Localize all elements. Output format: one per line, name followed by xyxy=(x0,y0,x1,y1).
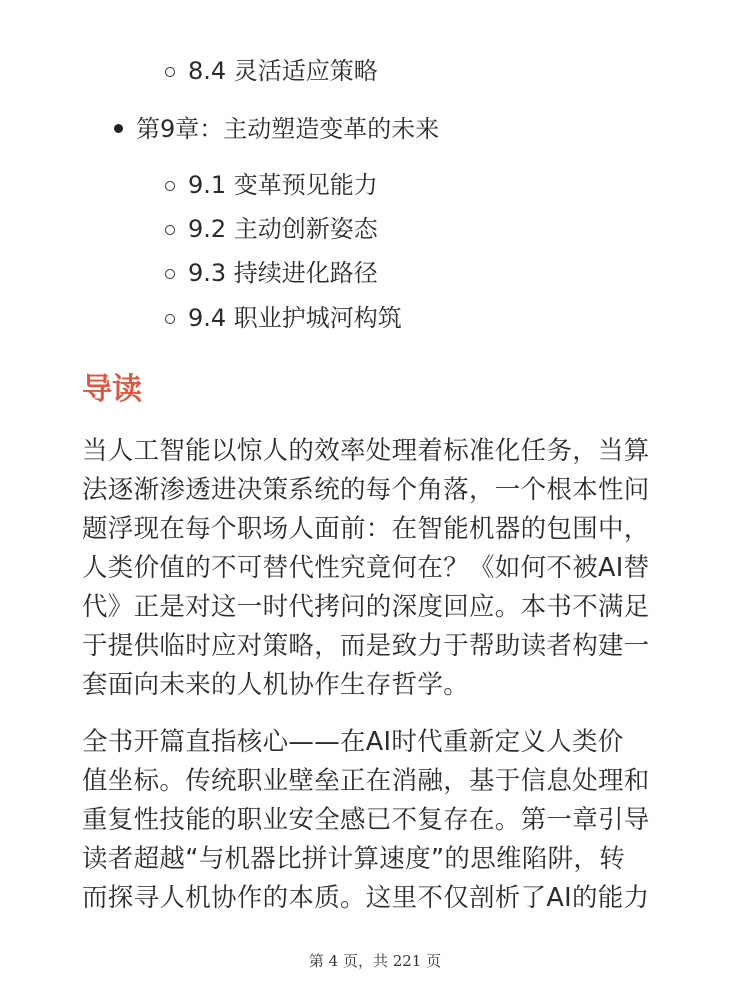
toc-chapter-9: 第9章：主动塑造变革的未来 xyxy=(136,115,440,143)
toc-item-9-1: 9.1 变革预见能力 xyxy=(188,171,378,199)
text-line: 当人工智能以惊人的效率处理着标准化任务，当算 xyxy=(82,436,650,466)
section-heading: 导读 xyxy=(82,372,142,407)
paragraph-2 xyxy=(82,723,682,918)
text-line: 值坐标。传统职业壁垒正在消融，基于信息处理和 xyxy=(82,766,650,796)
text-line: 题浮现在每个职场人面前：在智能机器的包围中， xyxy=(82,514,650,544)
toc-item-9-4: 9.4 职业护城河构筑 xyxy=(188,304,402,332)
toc-item-9-2: 9.2 主动创新姿态 xyxy=(188,215,378,243)
text-line: 读者超越“与机器比拼计算速度”的思维陷阱，转 xyxy=(82,844,626,874)
text-line: 人类价值的不可替代性究竟何在？《如何不被AI替 xyxy=(82,553,650,583)
page-number: 第 4 页，共 221 页 xyxy=(308,952,442,970)
text-line: 法逐渐渗透进决策系统的每个角落，一个根本性问 xyxy=(82,475,650,505)
text-line: 重复性技能的职业安全感已不复存在。第一章引导 xyxy=(82,805,650,835)
toc-item-8-4: 8.4 灵活适应策略 xyxy=(188,57,378,85)
text-line: 代》正是对这一时代拷问的深度回应。本书不满足 xyxy=(82,592,650,622)
toc-item-9-3: 9.3 持续进化路径 xyxy=(188,259,378,287)
text-line: 于提供临时应对策略，而是致力于帮助读者构建一 xyxy=(82,631,650,661)
text-line: 套面向未来的人机协作生存哲学。 xyxy=(82,670,470,700)
text-line: 而探寻人机协作的本质。这里不仅剖析了AI的能力 xyxy=(82,883,650,913)
paragraph-1 xyxy=(82,432,682,705)
text-line: 全书开篇直指核心——在AI时代重新定义人类价 xyxy=(82,727,624,757)
